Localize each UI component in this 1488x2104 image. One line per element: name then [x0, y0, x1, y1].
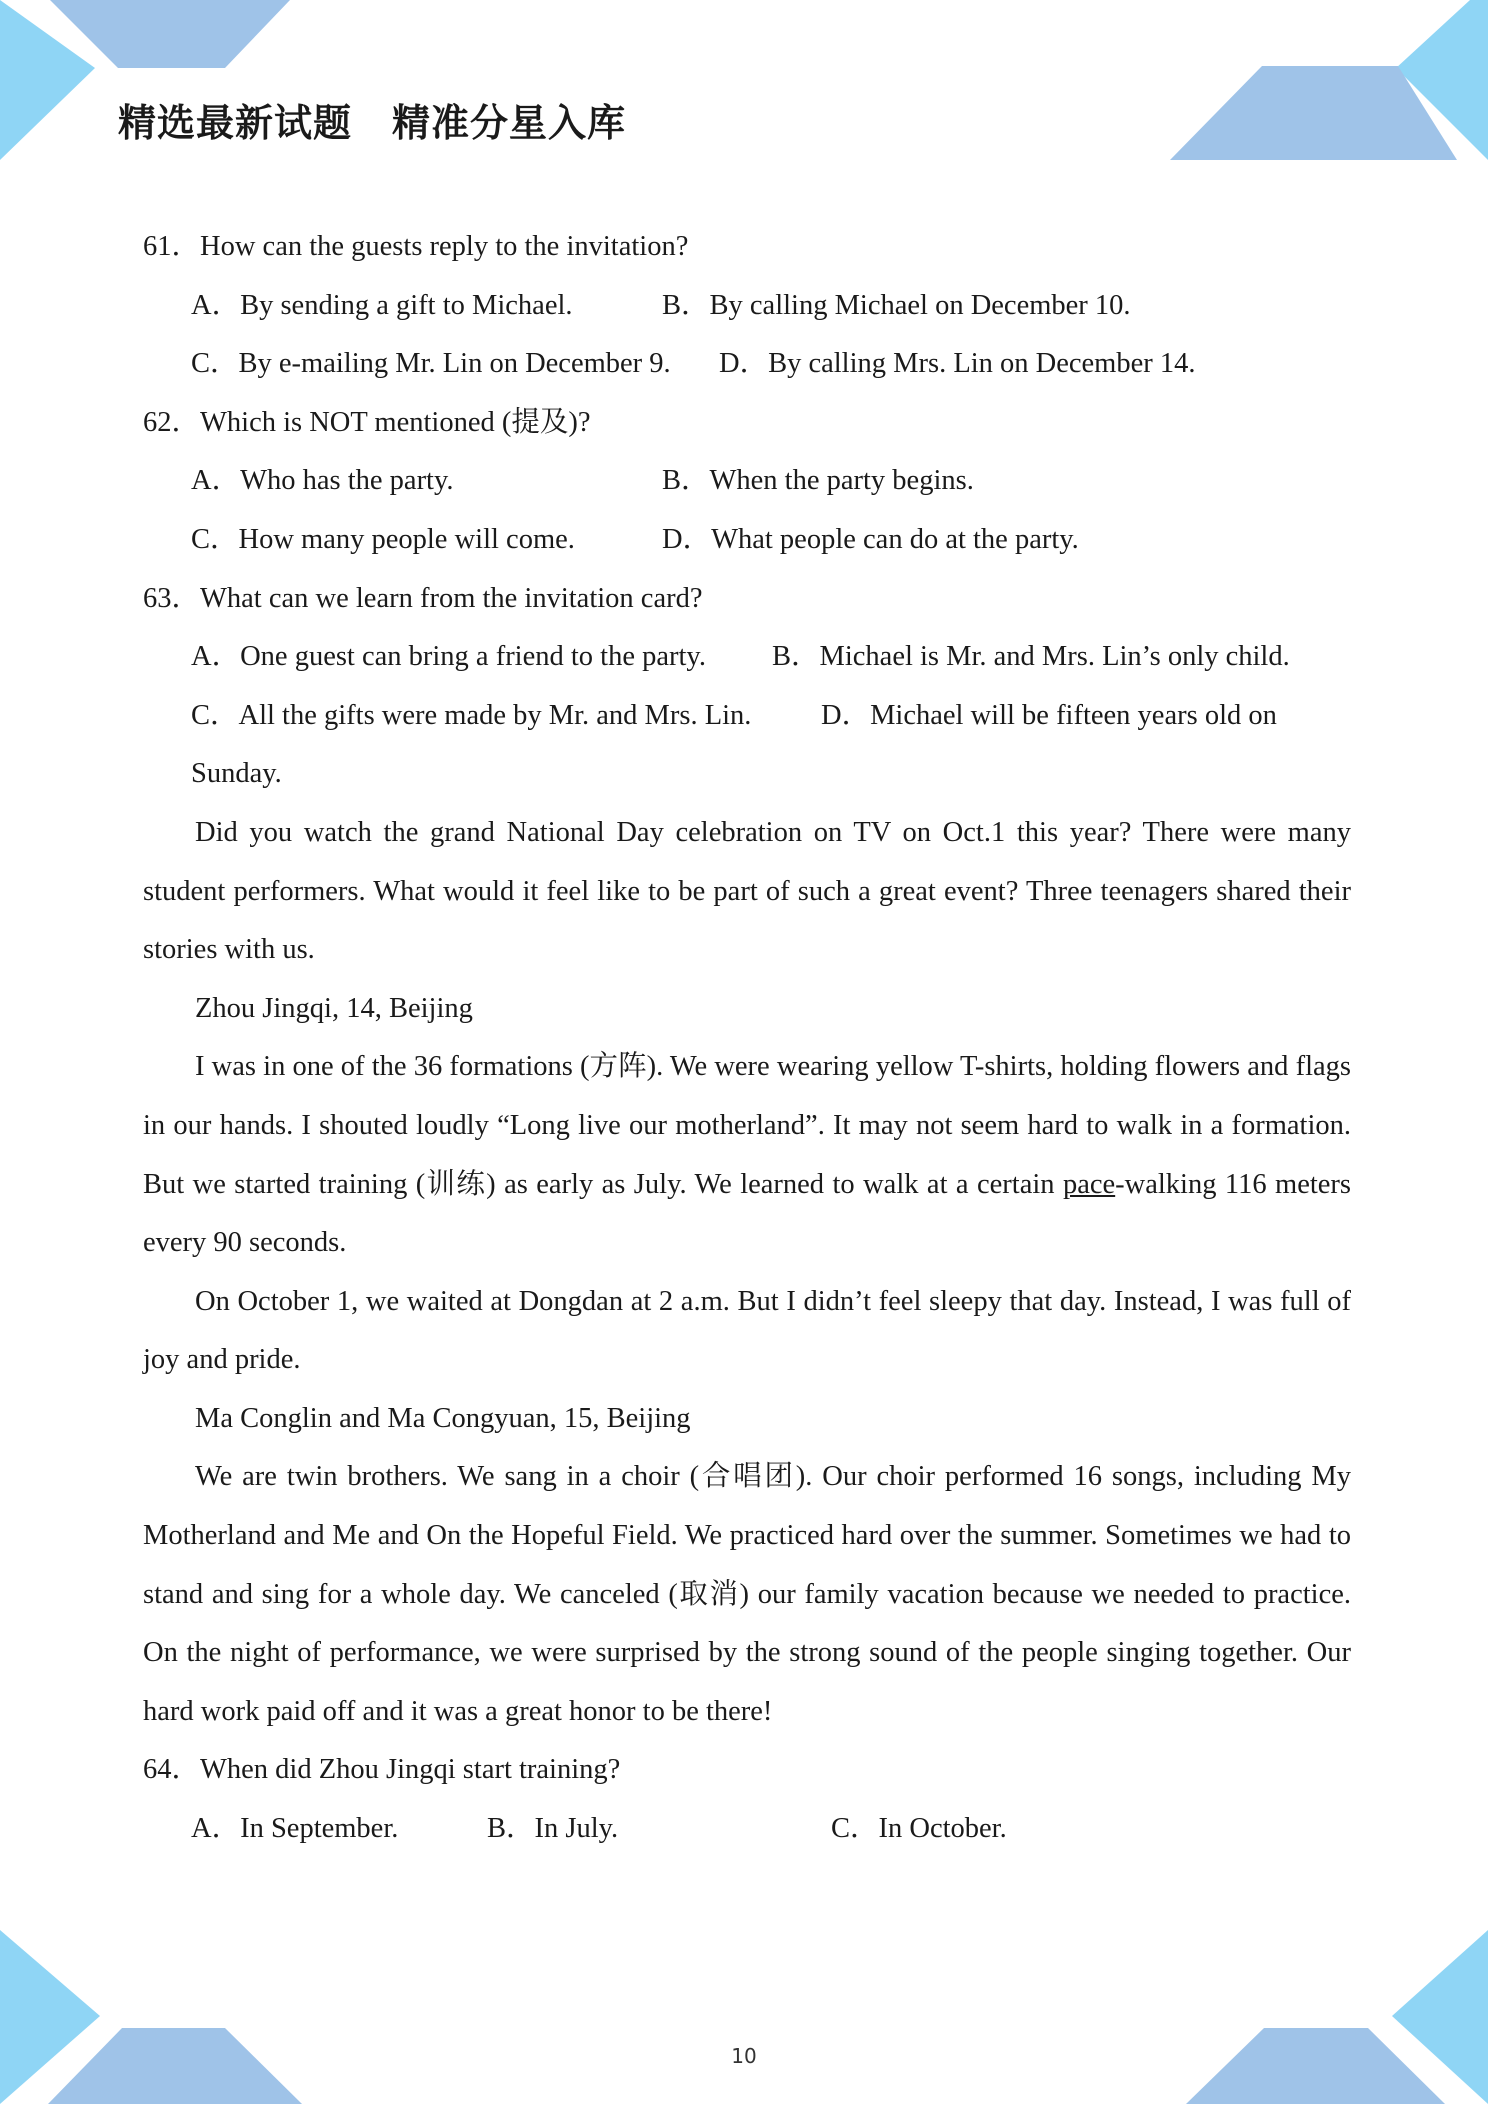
q62-option-d: D．What people can do at the party.: [662, 523, 1079, 555]
q64-option-b: B．In July.: [487, 1813, 619, 1845]
q61-option-b: B．By calling Michael on December 10.: [662, 289, 1131, 321]
q63-option-b: B．Michael is Mr. and Mrs. Lin’s only child.: [772, 641, 1290, 673]
q64-option-c: C．In October.: [831, 1813, 1007, 1845]
q63-options-row2: [143, 687, 1351, 746]
passage-name2: Ma Conglin and Ma Congyuan, 15, Beijing: [195, 1402, 691, 1434]
page-number: 10: [731, 2044, 757, 2068]
q63-option-d-continued: Sunday.: [191, 758, 282, 790]
passage-underlined-word: pace: [1062, 1168, 1116, 1200]
q61-option-c: C．By e-mailing Mr. Lin on December 9.: [191, 348, 671, 380]
bottom-left-decoration: [0, 1930, 310, 2104]
q63-option-d: D．Michael will be fifteen years old on: [821, 699, 1277, 731]
reading-passage: [143, 804, 1351, 1742]
q61-option-d: D．By calling Mrs. Lin on December 14.: [719, 348, 1196, 380]
header-part1: 精选最新试题: [118, 101, 353, 145]
q61-stem: 61．How can the guests reply to the invitation?: [143, 231, 689, 262]
q61-options-row1: [143, 277, 1351, 336]
passage-name1: Zhou Jingqi, 14, Beijing: [195, 992, 473, 1024]
document-content: [143, 218, 1351, 1859]
q63-stem: 63．What can we learn from the invitation card?: [143, 582, 703, 614]
passage-p1-text-end: -walking 116 meters every 90 seconds.: [143, 1168, 1352, 1259]
q63-option-c: C．All the gifts were made by Mr. and Mrs. Lin.: [191, 699, 752, 731]
q64-stem: 64．When did Zhou Jingqi start training?: [143, 1754, 621, 1786]
q63-option-a: A．One guest can bring a friend to the party.: [191, 641, 706, 673]
page-header: [118, 92, 666, 147]
passage-paragraph2: On October 1, we waited at Dongdan at 2 a.m. But I didn’t feel sleepy that day. Instead, I was full of joy and pride.: [143, 1285, 1351, 1376]
passage-paragraph1: [143, 1038, 1351, 1272]
q62-option-b: B．When the party begins.: [662, 465, 974, 497]
q64-option-a: A．In September.: [191, 1813, 399, 1845]
passage-p1-text: I was in one of the 36 formations (方阵). We were wearing yellow T-shirts, holding flowers and flags in our hands. I shouted loudly “Long live our motherland”. It may not seem hard to walk in a formation. But we started training (训练) as early as July. We learned to walk at a certain: [143, 1051, 1351, 1200]
header-part2: 精准分星入库: [392, 101, 627, 145]
q62-options-row2: [143, 511, 1351, 570]
q63-options-row1: [143, 628, 1351, 687]
q62-stem: 62．Which is NOT mentioned (提及)?: [143, 406, 591, 438]
bottom-right-decoration: [1170, 1930, 1488, 2104]
q64-options-row: [143, 1800, 1351, 1859]
q62-option-a: A．Who has the party.: [191, 465, 454, 497]
q61-option-a: A．By sending a gift to Michael.: [191, 289, 573, 321]
q62-option-c: C．How many people will come.: [191, 523, 575, 555]
passage-intro: Did you watch the grand National Day celebration on TV on Oct.1 this year? There were many student performers. What would it feel like to be part of such a great event? Three teenagers shared their stories with us.: [143, 816, 1351, 966]
top-right-decoration: [1170, 0, 1488, 170]
q61-options-row2: [143, 335, 1351, 394]
passage-paragraph3: We are twin brothers. We sang in a choir (合唱团). Our choir performed 16 songs, including My Motherland and Me and On the Hopeful Field. We practiced hard over the summer. Sometimes we had to stand and sing for a whole day. We canceled (取消) our family vacation because we needed to practice. On the night of performance, we were surprised by the strong sound of the people singing together. Our hard work paid off and it was a great honor to be there!: [143, 1461, 1351, 1727]
q62-options-row1: [143, 452, 1351, 511]
